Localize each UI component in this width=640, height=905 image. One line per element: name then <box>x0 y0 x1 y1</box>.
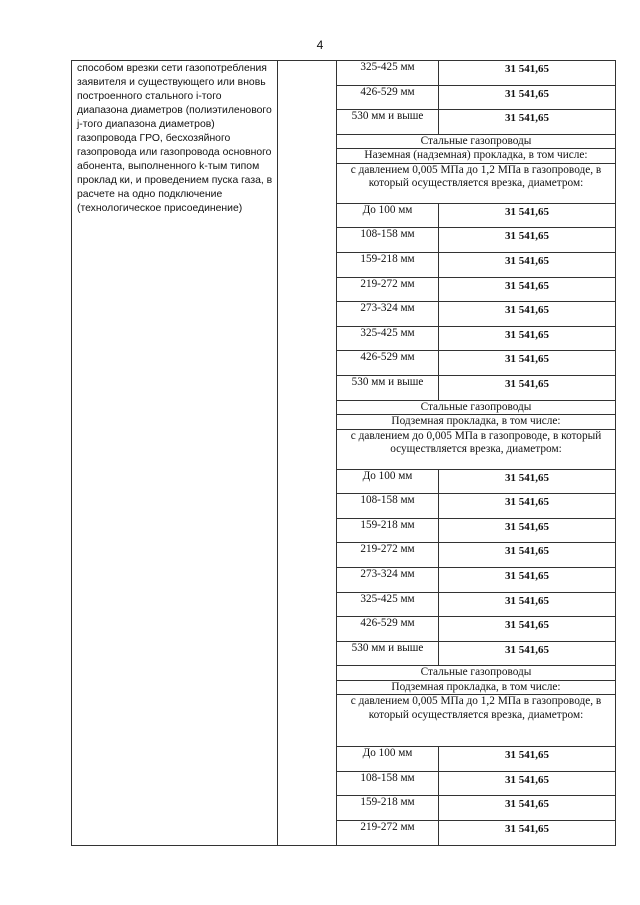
diameter-label: 325-425 мм <box>337 592 439 617</box>
diameter-label: 530 мм и выше <box>337 375 439 400</box>
diameter-label: 325-425 мм <box>337 61 439 86</box>
diameter-label: До 100 мм <box>337 747 439 772</box>
section-header: Стальные газопроводы <box>337 134 616 149</box>
price-value: 31 541,65 <box>439 302 616 327</box>
diameter-label: 159-218 мм <box>337 252 439 277</box>
section-header: с давлением 0,005 МПа до 1,2 МПа в газопроводе, в который осуществляется врезка, диаметром: <box>337 163 616 203</box>
diameter-label: 273-324 мм <box>337 302 439 327</box>
section-header: Подземная прокладка, в том числе: <box>337 415 616 430</box>
diameter-label: 219-272 мм <box>337 821 439 846</box>
price-value: 31 541,65 <box>439 203 616 228</box>
price-value: 31 541,65 <box>439 469 616 494</box>
diameter-label: 426-529 мм <box>337 351 439 376</box>
diameter-label: 159-218 мм <box>337 796 439 821</box>
price-value: 31 541,65 <box>439 821 616 846</box>
price-value: 31 541,65 <box>439 351 616 376</box>
section-header: Подземная прокладка, в том числе: <box>337 680 616 695</box>
diameter-label: 426-529 мм <box>337 85 439 110</box>
price-value: 31 541,65 <box>439 61 616 86</box>
diameter-label: 159-218 мм <box>337 518 439 543</box>
price-value: 31 541,65 <box>439 543 616 568</box>
price-value: 31 541,65 <box>439 747 616 772</box>
service-description: способом врезки сети газопотребления заявителя и существующего или вновь построенного стального i-того диапазона диаметров (полиэтиленового j-того диапазона диаметров) газопровода ГРО, бесхозяйного газопровода или газопровода основного абонента, выполненного k-тым типом проклад ки, и проведением пуска газа, в расчете на одно подключение (технологическое присоединение) <box>72 61 278 846</box>
price-value: 31 541,65 <box>439 518 616 543</box>
price-value: 31 541,65 <box>439 110 616 135</box>
price-value: 31 541,65 <box>439 326 616 351</box>
tariff-table-body <box>72 61 616 846</box>
diameter-label: 530 мм и выше <box>337 110 439 135</box>
page-number: 4 <box>316 38 324 52</box>
diameter-label: 108-158 мм <box>337 771 439 796</box>
diameter-label: 219-272 мм <box>337 543 439 568</box>
price-value: 31 541,65 <box>439 592 616 617</box>
tariff-table <box>71 60 616 846</box>
price-value: 31 541,65 <box>439 617 616 642</box>
diameter-label: 108-158 мм <box>337 228 439 253</box>
price-value: 31 541,65 <box>439 277 616 302</box>
price-value: 31 541,65 <box>439 494 616 519</box>
diameter-label: 108-158 мм <box>337 494 439 519</box>
section-header: Стальные газопроводы <box>337 666 616 681</box>
price-value: 31 541,65 <box>439 252 616 277</box>
section-header: с давлением до 0,005 МПа в газопроводе, в который осуществляется врезка, диаметром: <box>337 429 616 469</box>
diameter-label: 325-425 мм <box>337 326 439 351</box>
diameter-label: До 100 мм <box>337 203 439 228</box>
diameter-label: 530 мм и выше <box>337 641 439 666</box>
diameter-label: До 100 мм <box>337 469 439 494</box>
price-value: 31 541,65 <box>439 796 616 821</box>
price-value: 31 541,65 <box>439 85 616 110</box>
price-value: 31 541,65 <box>439 228 616 253</box>
price-value: 31 541,65 <box>439 771 616 796</box>
price-value: 31 541,65 <box>439 375 616 400</box>
price-value: 31 541,65 <box>439 641 616 666</box>
empty-column <box>278 61 337 846</box>
diameter-label: 219-272 мм <box>337 277 439 302</box>
diameter-label: 273-324 мм <box>337 567 439 592</box>
table-row <box>72 61 616 86</box>
section-header: с давлением 0,005 МПа до 1,2 МПа в газопроводе, в который осуществляется врезка, диаметром: <box>337 695 616 747</box>
section-header: Стальные газопроводы <box>337 400 616 415</box>
section-header: Наземная (надземная) прокладка, в том числе: <box>337 149 616 164</box>
diameter-label: 426-529 мм <box>337 617 439 642</box>
price-value: 31 541,65 <box>439 567 616 592</box>
